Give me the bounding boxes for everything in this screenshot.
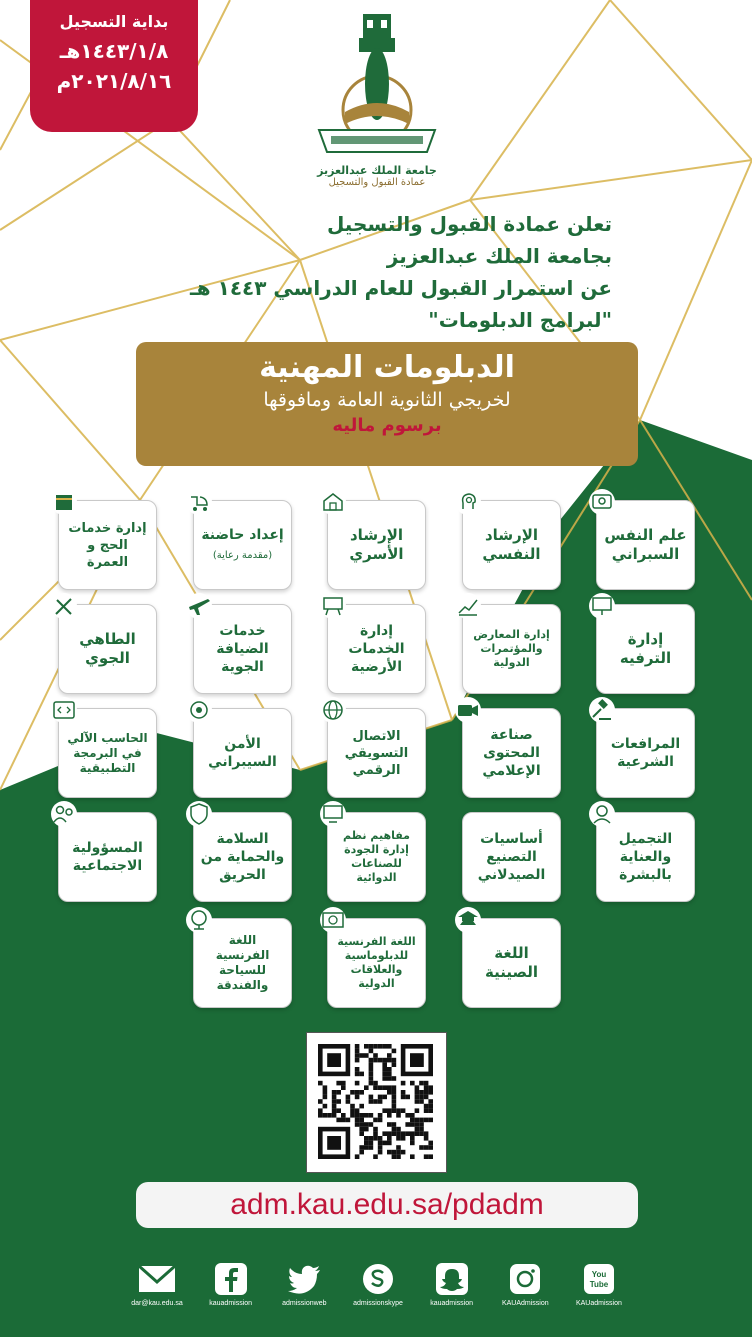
social-youtube[interactable] [566, 1262, 632, 1322]
video-camera-icon [455, 697, 481, 723]
headline-line-2: بجامعة الملك عبدالعزيز [386, 244, 612, 268]
program-card-nanny-preparation[interactable] [193, 500, 292, 590]
program-label: خدمات الضيافة الجوية [216, 623, 269, 675]
program-label: اللغة الفرنسية للدبلوماسية والعلاقات الدولية [337, 935, 416, 990]
qr-code[interactable] [306, 1032, 447, 1173]
program-label: المسؤولية الاجتماعية [72, 840, 143, 874]
admission-url-link[interactable]: adm.kau.edu.sa/pdadm [136, 1182, 638, 1228]
program-label: إدارة المعارض والمؤتمرات الدولية [473, 628, 550, 669]
program-card-fire-safety[interactable] [193, 812, 292, 902]
program-card-sharia-litigation[interactable] [596, 708, 695, 798]
program-label: أساسيات التصنيع الصيدلاني [477, 831, 546, 883]
social-snapchat[interactable] [419, 1262, 485, 1322]
banner-subtitle: لخريجي الثانوية العامة ومافوقها [263, 389, 511, 411]
registration-date-gregorian: ٢٠٢١/٨/١٦م [56, 69, 172, 93]
social-label: kauadmission [209, 1300, 253, 1307]
screen-eye-icon [589, 489, 615, 515]
house-icon [320, 489, 346, 515]
twitter-icon [286, 1262, 322, 1296]
program-card-applied-programming[interactable] [58, 708, 157, 798]
social-instagram[interactable] [492, 1262, 558, 1322]
program-card-family-counseling[interactable] [327, 500, 426, 590]
face-care-icon [589, 801, 615, 827]
youtube-glyph: You [591, 1270, 607, 1279]
program-card-french-diplomacy[interactable] [327, 918, 426, 1008]
university-name: جامعة الملك عبدالعزيز [317, 164, 437, 177]
presentation-icon [589, 593, 615, 619]
university-logo [312, 12, 442, 198]
registration-label: بداية التسجيل [59, 12, 169, 31]
program-label: مفاهيم نظم إدارة الجودة للصناعات الدوائية [343, 829, 410, 884]
facebook-icon [214, 1262, 248, 1296]
pagoda-icon [455, 907, 481, 933]
program-card-chinese-language[interactable] [462, 918, 561, 1008]
globe-icon [320, 697, 346, 723]
program-card-psychological-counseling[interactable] [462, 500, 561, 590]
banner-fees: برسوم ماليه [332, 415, 442, 436]
globe-stand-icon [186, 907, 212, 933]
social-label: admissionskype [353, 1300, 403, 1307]
globe-screen-icon [320, 907, 346, 933]
program-label: الأمن السيبراني [208, 736, 277, 770]
diplomas-banner [136, 342, 638, 466]
program-label: اللغة الفرنسية للسياحة والفندقة [215, 933, 270, 992]
social-label: kauadmission [430, 1300, 474, 1307]
program-label: علم النفس السبراني [604, 526, 687, 563]
program-card-french-tourism[interactable] [193, 918, 292, 1008]
headline-line-1: تعلن عمادة القبول والتسجيل [326, 212, 612, 236]
code-window-icon [51, 697, 77, 723]
program-card-cyber-security[interactable] [193, 708, 292, 798]
instagram-icon [508, 1262, 542, 1296]
monitor-icon [320, 801, 346, 827]
airplane-icon [186, 593, 212, 619]
qr-pattern [307, 1033, 445, 1171]
snapchat-icon [435, 1262, 469, 1296]
social-links [124, 1262, 632, 1322]
youtube-glyph-2: Tube [589, 1280, 609, 1289]
program-label: الإرشاد النفسي [482, 526, 541, 563]
program-card-cyber-psychology[interactable] [596, 500, 695, 590]
growth-chart-icon [455, 593, 481, 619]
skype-icon [361, 1262, 395, 1296]
kau-emblem-icon [315, 12, 439, 162]
headline-line-3: عن استمرار القبول للعام الدراسي ١٤٤٣ هـ [189, 276, 612, 300]
social-label: admissionweb [282, 1300, 327, 1307]
program-label: الطاهي الجوي [79, 630, 136, 667]
program-card-social-responsibility[interactable] [58, 812, 157, 902]
program-card-media-content[interactable] [462, 708, 561, 798]
banner-title: الدبلومات المهنية [259, 350, 515, 385]
program-card-pharma-manufacturing[interactable] [462, 812, 561, 902]
program-label: إعداد حاضنة [201, 526, 284, 543]
registration-badge [30, 0, 198, 132]
youtube-icon [582, 1262, 616, 1296]
social-facebook[interactable] [198, 1262, 264, 1322]
social-label: dar@kau.edu.sa [131, 1300, 183, 1307]
program-label: التجميل والعناية بالبشرة [618, 831, 673, 883]
program-label: السلامة والحماية من الحريق [200, 831, 285, 883]
program-card-beauty-skincare[interactable] [596, 812, 695, 902]
program-label: اللغة الصينية [484, 944, 539, 981]
program-label: الاتصال التسويقي الرقمي [344, 728, 409, 778]
people-icon [51, 801, 77, 827]
program-card-ground-services[interactable] [327, 604, 426, 694]
program-card-pharma-quality[interactable] [327, 812, 426, 902]
deanship-name: عمادة القبول والتسجيل [328, 177, 426, 188]
gavel-icon [589, 697, 615, 723]
program-card-inflight-hospitality[interactable] [193, 604, 292, 694]
social-label: KAUadmission [575, 1300, 622, 1307]
chef-tools-icon [51, 593, 77, 619]
registration-date-hijri: ١٤٤٣/١/٨هـ [59, 39, 169, 63]
head-brain-icon [455, 489, 481, 515]
social-skype[interactable] [345, 1262, 411, 1322]
social-mail[interactable] [124, 1262, 190, 1322]
program-label: الحاسب الآلي في البرمجة التطبيقية [67, 730, 148, 775]
board-icon [320, 593, 346, 619]
program-card-entertainment-management[interactable] [596, 604, 695, 694]
social-twitter[interactable] [271, 1262, 337, 1322]
program-label: إدارة خدمات الحج و العمرة [68, 520, 147, 570]
program-card-digital-marketing[interactable] [327, 708, 426, 798]
mail-icon [137, 1262, 177, 1296]
program-card-exhibitions-conferences[interactable] [462, 604, 561, 694]
program-sublabel: (مقدمة رعاية) [212, 549, 273, 561]
stroller-icon [186, 489, 212, 515]
program-label: المرافعات الشرعية [610, 736, 681, 770]
program-label: إدارة الترفيه [619, 630, 672, 667]
program-card-hajj-umrah-services[interactable] [58, 500, 157, 590]
program-card-airline-chef[interactable] [58, 604, 157, 694]
program-label: صناعة المحتوى الإعلامي [482, 727, 541, 779]
target-icon [186, 697, 212, 723]
social-label: KAUAdmission [501, 1300, 549, 1307]
kaaba-icon [51, 489, 77, 515]
shield-icon [186, 801, 212, 827]
headline-line-4: "لبرامج الدبلومات" [428, 308, 612, 332]
announcement-headline [60, 208, 612, 336]
program-label: إدارة الخدمات الأرضية [348, 623, 405, 675]
program-label: الإرشاد الأسري [349, 526, 404, 563]
